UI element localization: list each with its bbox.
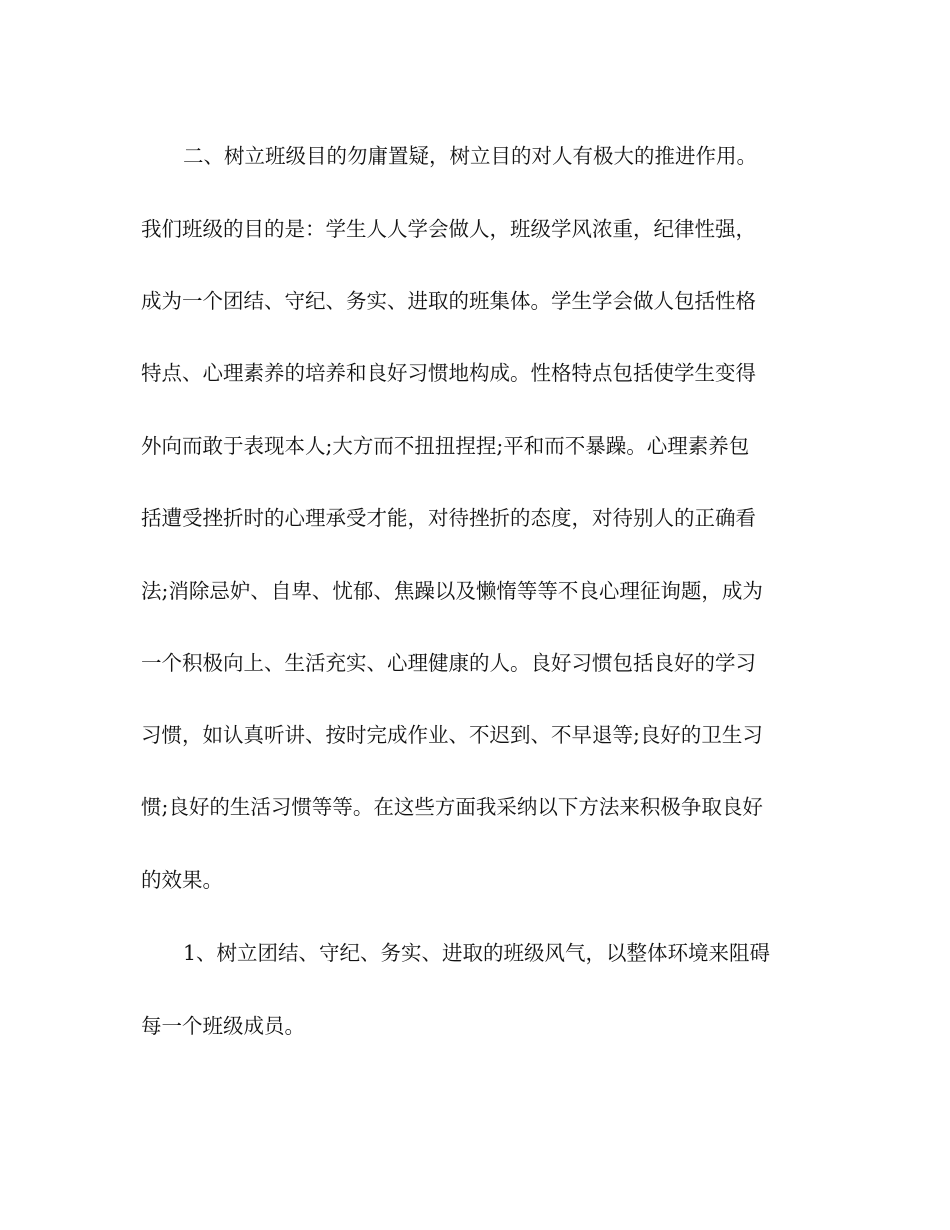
text-line: 惯;良好的生活习惯等等。在这些方面我采纳以下方法来积极争取良好	[141, 795, 763, 819]
text-line: 成为一个团结、守纪、务实、进取的班集体。学生学会做人包括性格	[141, 289, 756, 313]
text-line: 习惯，如认真听讲、按时完成作业、不迟到、不早退等;良好的卫生习	[141, 723, 763, 747]
text-line: 的效果。	[141, 868, 223, 892]
text-line: 一个积极向上、生活充实、心理健康的人。良好习惯包括良好的学习	[141, 651, 756, 675]
text-line: 括遭受挫折时的心理承受才能，对待挫折的态度，对待别人的正确看	[141, 506, 756, 530]
text-line: 特点、心理素养的培养和良好习惯地构成。性格特点包括使学生变得	[141, 361, 756, 385]
text-line: 法;消除忌妒、自卑、忧郁、焦躁以及懒惰等等不良心理征询题，成为	[141, 579, 763, 603]
text-line: 我们班级的目的是：学生人人学会做人，班级学风浓重，纪律性强，	[141, 217, 756, 241]
paragraph-heading-goal: 二、树立班级目的勿庸置疑，树立目的对人有极大的推进作用。	[183, 144, 757, 168]
text-line: 外向而敢于表现本人;大方而不扭扭捏捏;平和而不暴躁。心理素养包	[141, 434, 750, 458]
paragraph-item-1: 1、树立团结、守纪、务实、进取的班级风气，以整体环境来阻碍	[183, 941, 771, 965]
text-line: 每一个班级成员。	[141, 1014, 305, 1038]
